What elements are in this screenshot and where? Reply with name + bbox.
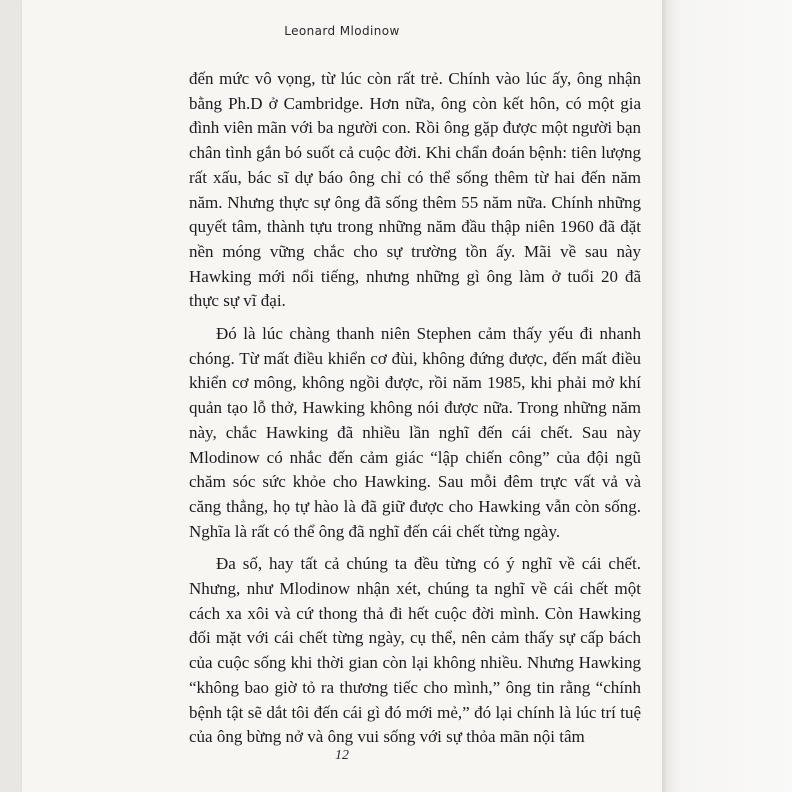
page-number: 12 [335,748,349,763]
paragraph-1: đến mức vô vọng, từ lúc còn rất trẻ. Chính vào lúc ấy, ông nhận bằng Ph.D ở Cambridge. Hơn nữa, ông còn kết hôn, có một gia đình viên mãn với ba người con. Rồi ông gặp được một người bạn chân tình gắn bó suốt cả cuộc đời. Khi chẩn đoán bệnh: tiên lượng rất xấu, bác sĩ dự báo ông chỉ có thể sống thêm từ hai đến năm năm. Nhưng thực sự ông đã sống thêm 55 năm nữa. Chính những quyết tâm, thành tựu trong những năm đầu thập niên 1960 đã đặt nền móng vững chắc cho sự trường tồn ấy. Mãi về sau này Hawking mới nổi tiếng, nhưng những gì ông làm ở tuổi 20 đã thực sự vĩ đại. [189,69,641,311]
running-head: Leonard Mlodinow [284,24,400,38]
paragraph-2: Đó là lúc chàng thanh niên Stephen cảm thấy yếu đi nhanh chóng. Từ mất điều khiển cơ đùi, không đứng được, đến mất điều khiển cơ mông, không ngồi được, rồi năm 1985, khi phải mở khí quản tạo lỗ thở, Hawking không nói được nữa. Trong những năm này, chắc Hawking đã nhiều lần nghĩ đến cái chết. Sau này Mlodinow có nhắc đến cảm giác “lập chiến công” của đội ngũ chăm sóc sức khỏe cho Hawking. Sau mỗi đêm trực vất vả và căng thẳng, họ tự hào là đã giữ được cho Hawking vẫn còn sống. Nghĩa là rất có thể ông đã nghĩ đến cái chết từng ngày. [189,324,641,541]
paragraph-3: Đa số, hay tất cả chúng ta đều từng có ý nghĩ về cái chết. Nhưng, như Mlodinow nhận xét, chúng ta nghĩ về cái chết một cách xa xôi và cứ thong thả đi hết cuộc đời mình. Còn Hawking đối mặt với cái chết từng ngày, cụ thể, nên cảm thấy sự cấp bách của cuộc sống khi thời gian còn lại không nhiều. Nhưng Hawking “không bao giờ tỏ ra thương tiếc cho mình,” ông tin rằng “chính bệnh tật sẽ dắt tôi đến cái gì đó mới mẻ,” đó lại chính là lúc trí tuệ của ông bừng nở và ông vui sống với sự thỏa mãn nội tâm [189,554,641,747]
facing-page-edge [662,0,792,792]
body-text [189,67,641,758]
book-page [22,0,662,792]
